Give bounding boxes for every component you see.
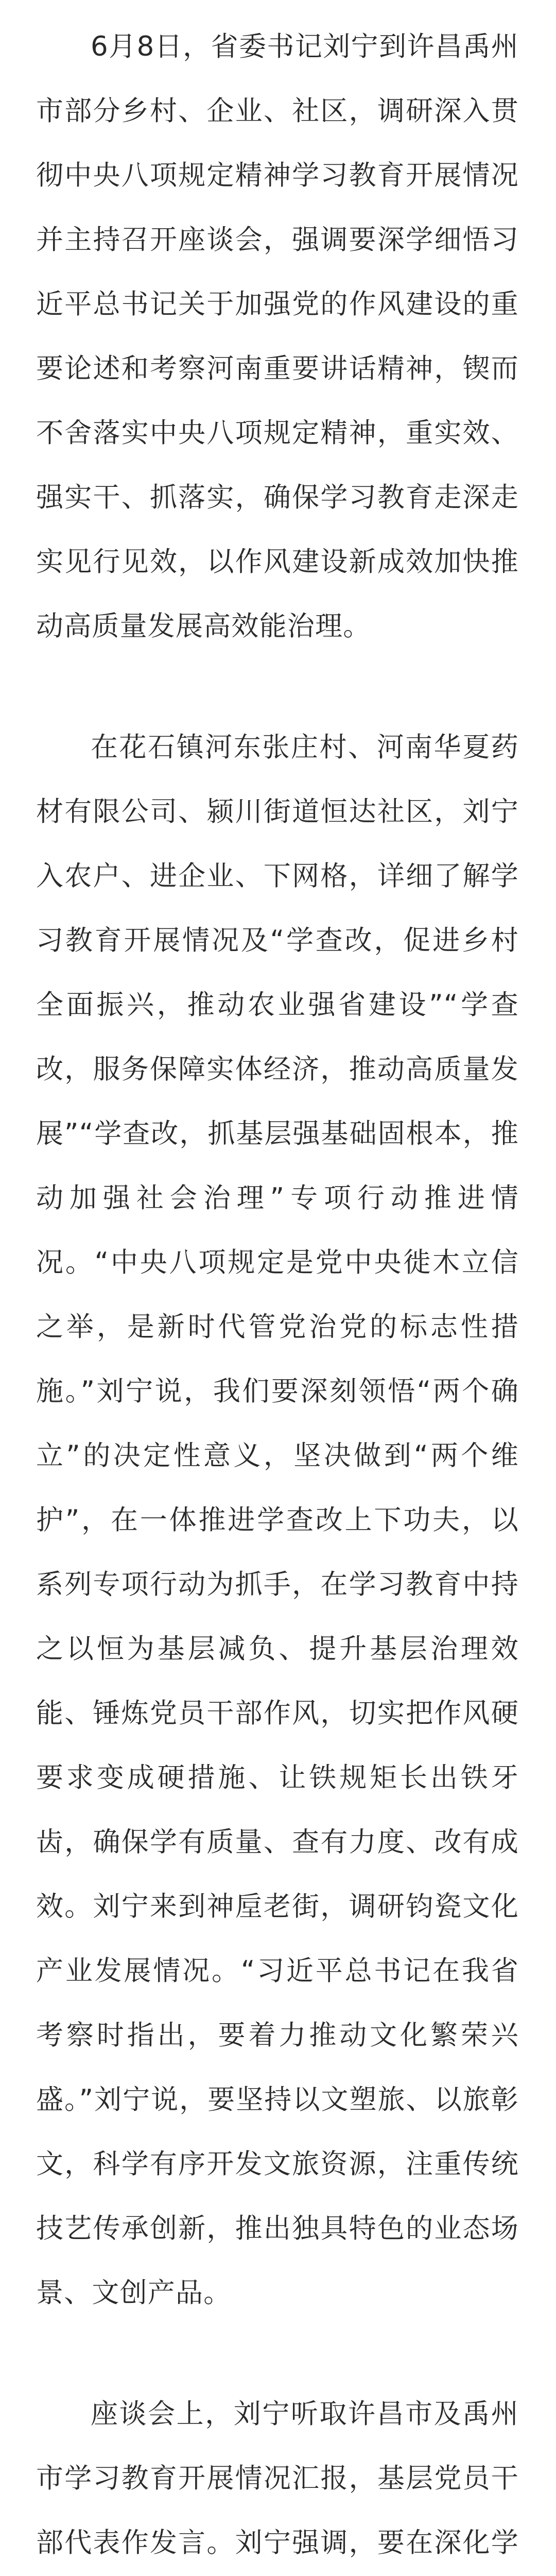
paragraph-symposium: 座谈会上，刘宁听取许昌市及禹州市学习教育开展情况汇报，基层党员干部代表作发言。刘宁强调，要在深化学 [36,2398,519,2558]
paragraph-field-visit: 在花石镇河东张庄村、河南华夏药材有限公司、颍川街道恒达社区，刘宁入农户、进企业、下网格，详细了解学习教育开展情况及“学查改，促进乡村全面振兴，推动农业强省建设”“学查改，服务保障实体经济，推动高质量发展”“学查改，抓基层强基础固根本，推动加强社会治理”专项行动推进情况。“中央八项规定是党中央徙木立信之举，是新时代管党治党的标志性措施。”刘宁说，我们要深刻领悟“两个确立”的决定性意义，坚决做到“两个维护”，在一体推进学查改上下功夫，以系列专项行动为抓手，在学习教育中持之以恒为基层减负、提升基层治理效能、锤炼党员干部作风，切实把作风硬要求变成硬措施、让铁规矩长出铁牙齿，确保学有质量、查有力度、改有成效。刘宁来到神垕老街，调研钧瓷文化产业发展情况。“习近平总书记在我省考察时指出，要着力推动文化繁荣兴盛。”刘宁说，要坚持以文塑旅、以旅彰文，科学有序开发文旅资源，注重传统技艺传承创新，推出独具特色的业态场景、文创产品。 [36,732,519,2309]
paragraph-intro: 6月8日，省委书记刘宁到许昌禹州市部分乡村、企业、社区，调研深入贯彻中央八项规定精神学习教育开展情况并主持召开座谈会，强调要深学细悟习近平总书记关于加强党的作风建设的重要论述和考察河南重要讲话精神，锲而不舍落实中央八项规定精神，重实效、强实干、抓落实，确保学习教育走深走实见行见效，以作风建设新成效加快推动高质量发展高效能治理。 [36,31,519,642]
